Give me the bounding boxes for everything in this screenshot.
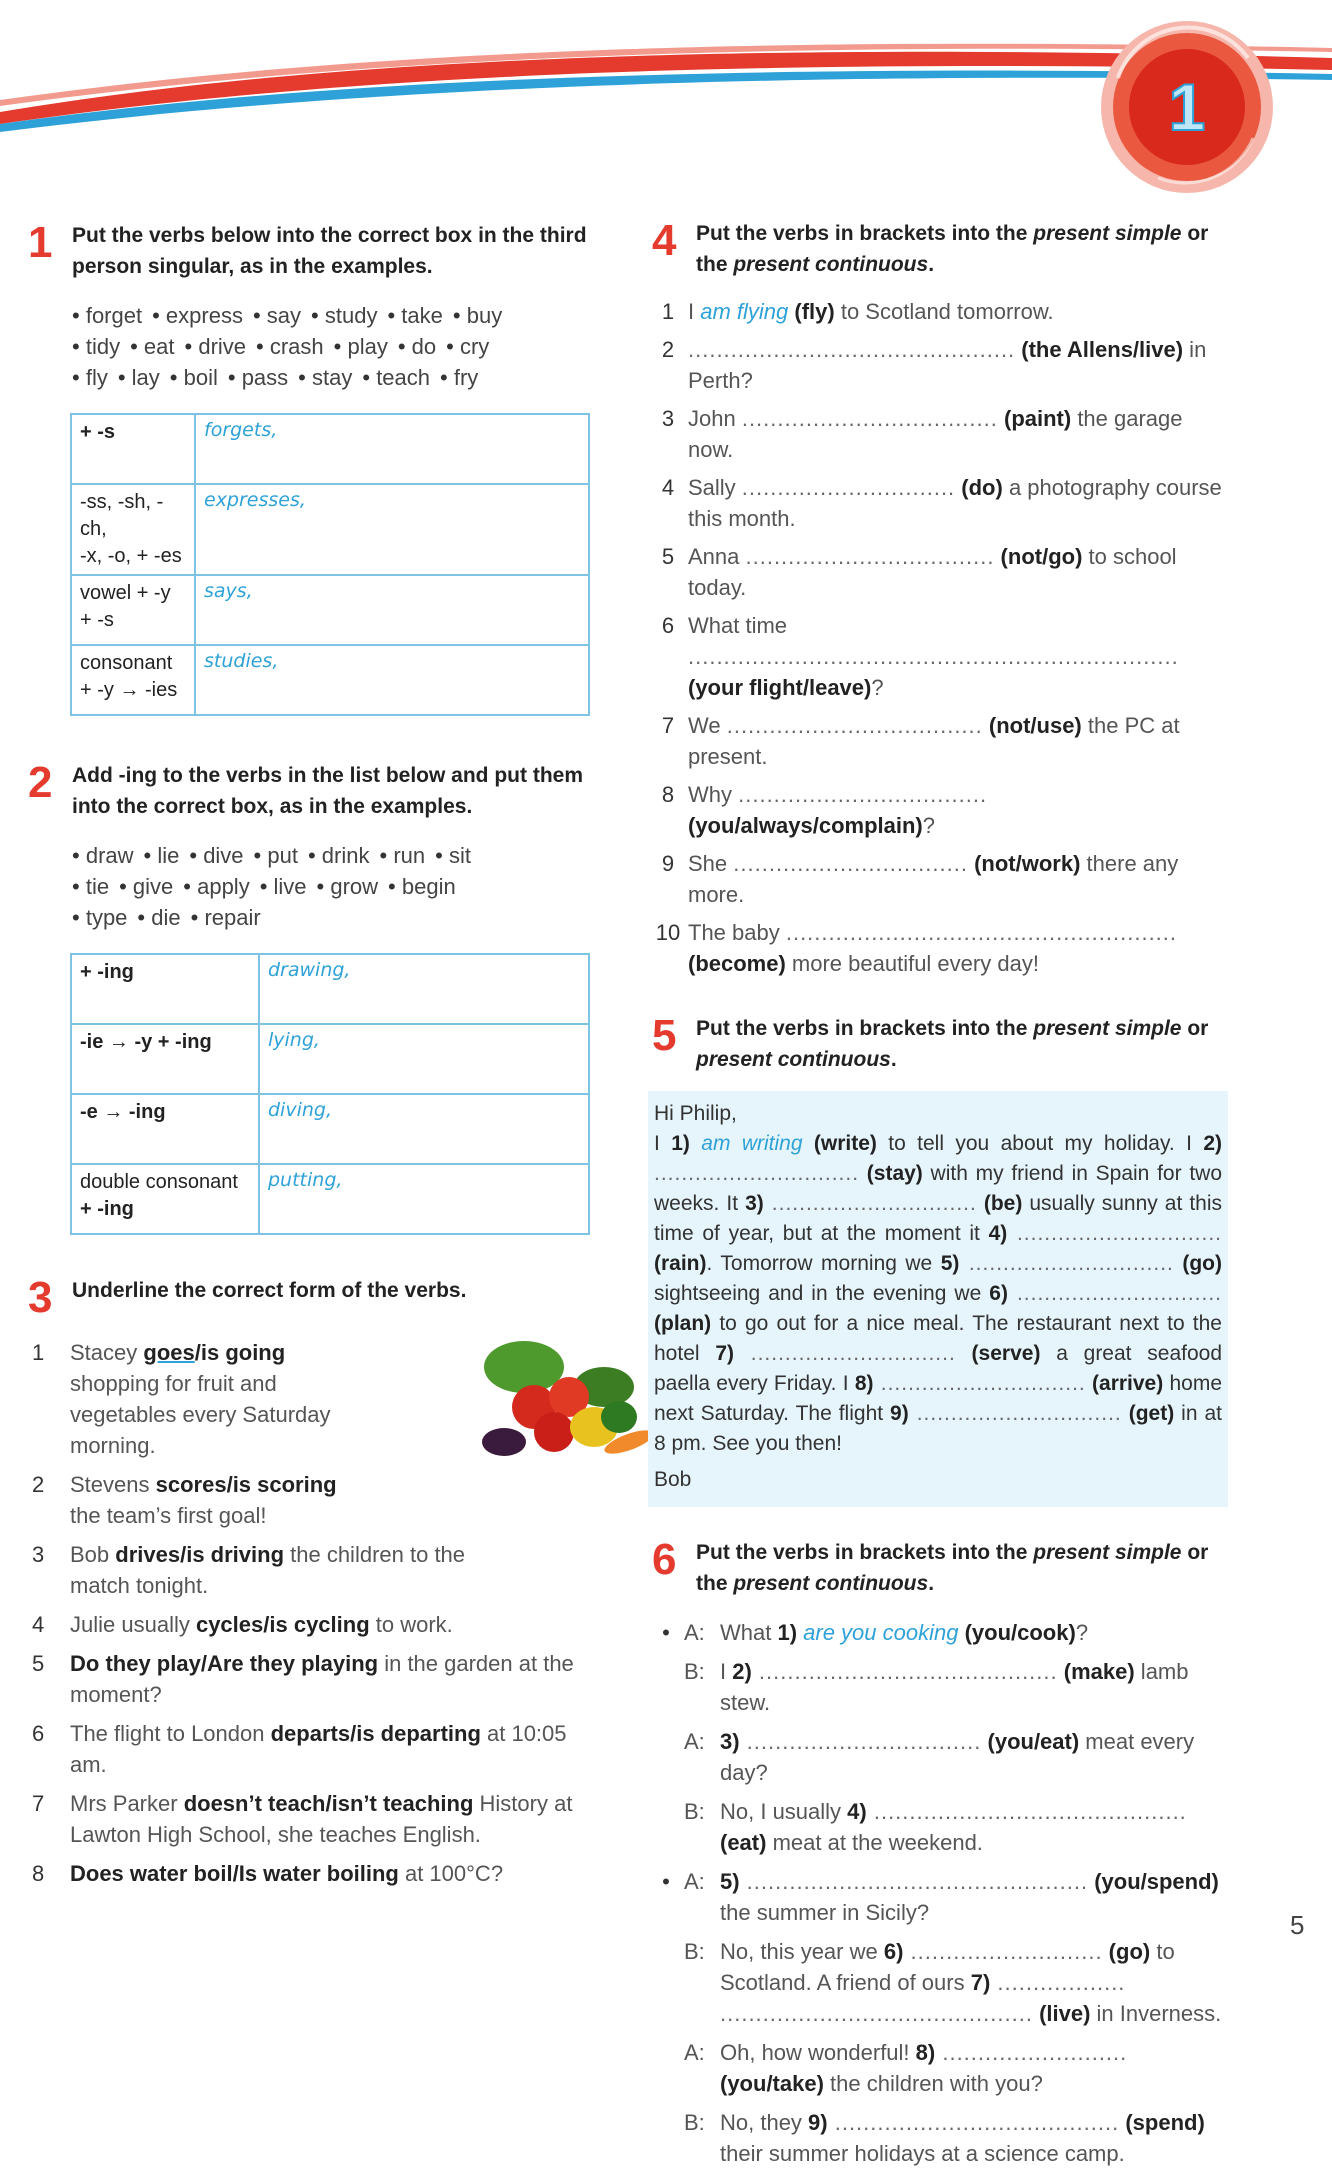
table-row — [71, 954, 589, 1024]
answer-field[interactable]: am writing — [689, 1132, 803, 1155]
verb-list-line — [72, 871, 620, 902]
answer-field[interactable]: .............................. — [654, 1162, 860, 1185]
verb-word: • crash — [256, 334, 324, 359]
list-item: 7 We .................................... (not/use) the PC at present. — [661, 713, 1180, 769]
verb-word: • forget — [72, 303, 142, 328]
verb-word: • lay — [118, 365, 160, 390]
verb-word: • fly — [72, 365, 108, 390]
list-item: 4 Julie usually cycles/is cycling to work. — [32, 1612, 453, 1637]
list-item: 4 Sally .............................. (do) a photography course this month. — [661, 475, 1222, 531]
option[interactable]: is departing — [356, 1721, 481, 1746]
dialogue-line: A: Oh, how wonderful! 8) .......................... (you/take) the children with you? — [684, 2040, 1128, 2096]
answer-field[interactable]: ..................................................................... — [688, 644, 1179, 669]
verb-word: • express — [152, 303, 243, 328]
exercise-instruction: Put the verbs in brackets into the present simple or the present continuous. — [696, 222, 1209, 276]
answer-field[interactable]: ............................................ — [866, 1799, 1187, 1824]
list-item: 5 Anna ................................... (not/go) to school today. — [661, 544, 1177, 600]
exercise-number: 6 — [652, 1535, 677, 1584]
verb-list-line — [72, 300, 620, 331]
verb-list-line — [72, 362, 620, 393]
verb-word: • put — [254, 843, 298, 868]
table-row — [71, 484, 589, 575]
answer-field[interactable]: ........................... — [903, 1939, 1103, 1964]
example-cell[interactable]: forgets, — [195, 414, 589, 484]
unit-number: 1 — [1168, 70, 1206, 144]
answer-field[interactable]: .................................... — [741, 406, 998, 431]
verb-list-line — [72, 331, 620, 362]
list-item: 1 Stacey goes/is going shopping for fruit and vegetables every Saturday morning. — [32, 1340, 331, 1458]
verb-word: • stay — [298, 365, 352, 390]
exercise-instruction: Put the verbs below into the correct box in the third person singular, as in the examples. — [72, 224, 587, 278]
dialogue-line: B: No, this year we 6) ........................... (go) to Scotland. A friend of ours 7) .................. ............................................ (live) in Inverness. — [684, 1939, 1222, 2026]
answer-field[interactable]: ................................................ — [739, 1869, 1089, 1894]
exercise-6 — [648, 1537, 1228, 2169]
sorting-table — [70, 413, 590, 716]
list-item: 2 Stevens scores/is scoring the team’s first goal! — [32, 1472, 337, 1528]
option[interactable]: Is water boiling — [238, 1861, 399, 1886]
option[interactable]: Do they play — [70, 1651, 201, 1676]
rule-label: -ie → -y + -ing — [71, 1024, 259, 1094]
option[interactable]: Are they playing — [206, 1651, 379, 1676]
example-cell[interactable]: expresses, — [195, 484, 589, 575]
correct-option[interactable]: goes — [143, 1340, 195, 1365]
example-cell[interactable]: studies, — [195, 645, 589, 715]
verb-word: • fry — [440, 365, 478, 390]
verb-word: • type — [72, 905, 127, 930]
letter-greeting: Hi Philip, — [654, 1102, 737, 1125]
list-item: 6 The flight to London departs/is departing at 10:05 am. — [32, 1721, 567, 1777]
dialogue-line: • A: What 1) are you cooking (you/cook)? — [662, 1620, 1089, 1645]
verb-word: • play — [334, 334, 388, 359]
list-item: 1 I am flying (fly) to Scotland tomorrow. — [661, 299, 1054, 324]
verb-word: • give — [119, 874, 173, 899]
verb-word: • draw — [72, 843, 134, 868]
verb-word: • pass — [228, 365, 288, 390]
rule-label: -e → -ing — [71, 1094, 259, 1164]
example-cell[interactable]: putting, — [259, 1164, 589, 1234]
sentence-list — [648, 296, 1228, 979]
unit-badge — [1098, 18, 1276, 196]
answer-field[interactable]: .............................. — [763, 1192, 977, 1215]
answer-field[interactable]: .................................... — [726, 713, 983, 738]
answer-field[interactable]: ................................. — [733, 851, 968, 876]
page-number: 5 — [1290, 1910, 1305, 1940]
verb-list — [72, 840, 620, 933]
verb-word: • live — [260, 874, 307, 899]
example-cell[interactable]: lying, — [259, 1024, 589, 1094]
list-item: 8 Why ................................... (you/always/complain)? — [661, 782, 988, 838]
option[interactable]: is scoring — [232, 1472, 337, 1497]
verb-list — [72, 300, 620, 393]
verb-word: • tie — [72, 874, 109, 899]
list-item: 10 The baby ....................................................... (become) more beautiful every day! — [655, 920, 1178, 976]
exercise-instruction: Put the verbs in brackets into the present simple or present continuous. — [696, 1017, 1209, 1071]
exercise-instruction: Put the verbs in brackets into the present simple or the present continuous. — [696, 1541, 1209, 1595]
exercise-5 — [648, 1013, 1228, 1507]
verb-list-line — [72, 902, 620, 933]
letter-body: I 1) am writing (write) to tell you about my holiday. I 2) .............................. (stay) with my friend in Spain for two weeks. It 3) .............................. (be) usually sunny at this time of year, but at the moment it 4) .............................. (rain). Tomorrow morning we 5) .............................. (go) sightseeing and in the evening we 6) .............................. (plan) to go out for a nice meal. The restaurant next to the hotel 7) .............................. (serve) a great seafood paella every Friday. I 8) .............................. (arrive) home next Saturday. The flight 9) .............................. (get) in at 8 pm. See you then! — [654, 1132, 1223, 1455]
exercise-instruction: Underline the correct form of the verbs. — [72, 1279, 467, 1302]
exercise-3 — [24, 1275, 620, 1889]
dialogue-line: A: 3) ................................. (you/eat) meat every day? — [684, 1729, 1195, 1785]
exercise-4 — [648, 218, 1228, 979]
verb-word: • buy — [453, 303, 502, 328]
dialogue-line: B: No, I usually 4) ............................................ (eat) meat at the weekend. — [684, 1799, 1187, 1855]
verb-word: • say — [253, 303, 301, 328]
letter-signoff: Bob — [654, 1468, 692, 1491]
list-item: 3 John .................................... (paint) the garage now. — [661, 406, 1183, 462]
exercise-number: 4 — [652, 216, 677, 265]
table-row — [71, 575, 589, 645]
verb-word: • die — [137, 905, 180, 930]
dialogue-line: B: I 2) .......................................... (make) lamb stew. — [684, 1659, 1189, 1715]
answer-field[interactable]: .............................. — [959, 1252, 1174, 1275]
answer-field[interactable]: are you cooking — [797, 1620, 959, 1645]
verb-word: • eat — [130, 334, 174, 359]
exercise-instruction: Add -ing to the verbs in the list below and put them into the correct box, as in the examples. — [72, 764, 584, 818]
table-row — [71, 414, 589, 484]
verb-word: • boil — [170, 365, 218, 390]
option[interactable]: drives — [115, 1542, 181, 1567]
dialogue-list — [648, 1617, 1228, 2169]
option[interactable]: scores — [155, 1472, 227, 1497]
verb-word: • apply — [183, 874, 249, 899]
answer-field[interactable]: .............................. — [1007, 1222, 1222, 1245]
answer-field[interactable]: .............................. — [741, 475, 956, 500]
option[interactable]: isn’t teaching — [331, 1791, 474, 1816]
answer-field[interactable]: .................. ............................................ — [720, 1970, 1126, 2026]
answer-field[interactable]: .............................. — [873, 1372, 1086, 1395]
verb-list-line — [72, 840, 620, 871]
verb-word: • lie — [144, 843, 180, 868]
answer-field[interactable]: .............................. — [908, 1402, 1122, 1425]
answer-field[interactable]: am flying — [700, 299, 789, 324]
rule-label: + -s — [71, 414, 195, 484]
left-column — [24, 220, 620, 1897]
table-row — [71, 1094, 589, 1164]
option[interactable]: departs — [270, 1721, 351, 1746]
answer-field[interactable]: ................................... — [745, 544, 995, 569]
list-item: 8 Does water boil/Is water boiling at 100°C? — [32, 1861, 504, 1886]
list-item: 9 She ................................. (not/work) there any more. — [661, 851, 1179, 907]
verb-word: • begin — [388, 874, 456, 899]
verb-word: • grow — [317, 874, 379, 899]
exercise-number: 1 — [28, 218, 53, 267]
verb-word: • study — [311, 303, 377, 328]
answer-field[interactable]: ................................. — [739, 1729, 982, 1754]
list-item: 3 Bob drives/is driving the children to the match tonight. — [32, 1542, 466, 1598]
table-row — [71, 645, 589, 715]
table-row — [71, 1024, 589, 1094]
answer-field[interactable]: ........................................ — [827, 2110, 1120, 2135]
verb-word: • repair — [191, 905, 261, 930]
answer-field[interactable]: .......................................... — [751, 1659, 1058, 1684]
exercise-2 — [24, 760, 620, 1235]
list-item: 5 Do they play/Are they playing in the garden at the moment? — [32, 1651, 574, 1707]
table-row — [71, 1164, 589, 1234]
dialogue-line: B: No, they 9) ........................................ (spend) their summer holidays at a science camp. — [684, 2110, 1205, 2166]
option[interactable]: Does water boil — [70, 1861, 233, 1886]
answer-field[interactable]: .............................................. — [688, 337, 1016, 362]
rule-label: + -ing — [71, 954, 259, 1024]
rule-label: double consonant + -ing — [71, 1164, 259, 1234]
option[interactable]: cycles — [195, 1612, 264, 1637]
exercise-number: 5 — [652, 1011, 677, 1060]
example-cell[interactable]: says, — [195, 575, 589, 645]
example-cell[interactable]: drawing, — [259, 954, 589, 1024]
answer-field[interactable]: .............................. — [734, 1342, 956, 1365]
verb-word: • drink — [308, 843, 370, 868]
answer-field[interactable]: .......................... — [935, 2040, 1128, 2065]
verb-word: • take — [387, 303, 442, 328]
verb-word: • cry — [446, 334, 489, 359]
email-letter — [648, 1091, 1228, 1507]
verb-word: • drive — [185, 334, 247, 359]
option[interactable]: is going — [200, 1340, 286, 1365]
answer-field[interactable]: ....................................................... — [785, 920, 1178, 945]
rule-label: vowel + -y + -s — [71, 575, 195, 645]
rule-label: consonant + -y → -ies — [71, 645, 195, 715]
rule-label: -ss, -sh, -ch, -x, -o, + -es — [71, 484, 195, 575]
answer-field[interactable]: ................................... — [738, 782, 988, 807]
vegetables-illustration — [464, 1327, 664, 1467]
option[interactable]: is driving — [186, 1542, 285, 1567]
example-cell[interactable]: diving, — [259, 1094, 589, 1164]
verb-word: • sit — [435, 843, 471, 868]
option[interactable]: is cycling — [269, 1612, 370, 1637]
exercise-number: 2 — [28, 758, 53, 807]
verb-word: • tidy — [72, 334, 120, 359]
verb-word: • run — [379, 843, 425, 868]
exercise-1 — [24, 220, 620, 716]
list-item: 6 What time ..................................................................... (your flight/leave)? — [661, 613, 1179, 700]
exercise-number: 3 — [28, 1273, 53, 1322]
answer-field[interactable]: .............................. — [1007, 1282, 1222, 1305]
verb-word: • do — [398, 334, 436, 359]
verb-word: • teach — [362, 365, 430, 390]
verb-word: • dive — [189, 843, 243, 868]
dialogue-line: • A: 5) ................................................ (you/spend) the summer in Sicily? — [662, 1869, 1219, 1925]
option[interactable]: doesn’t teach — [183, 1791, 326, 1816]
sorting-table — [70, 953, 590, 1235]
list-item: 2 .............................................. (the Allens/live) in Perth? — [661, 337, 1207, 393]
list-item: 7 Mrs Parker doesn’t teach/isn’t teaching History at Lawton High School, she teaches English. — [32, 1791, 573, 1847]
right-column — [648, 218, 1228, 2177]
